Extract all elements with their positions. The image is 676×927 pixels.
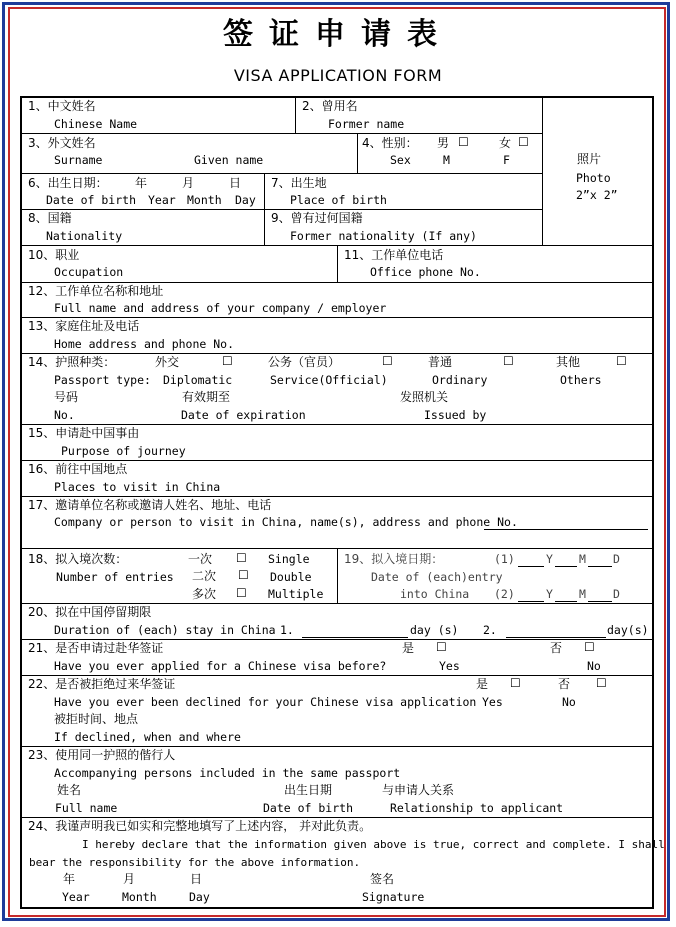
- sign-month-label: Month: [122, 890, 157, 904]
- duration-1-label: 1.: [280, 623, 294, 637]
- photo-label-zh: 照片: [577, 152, 602, 166]
- signature-label: Signature: [362, 890, 425, 904]
- companion-name-label: Full name: [55, 801, 118, 815]
- sign-day-label: Day: [189, 890, 210, 904]
- month-label: Month: [187, 193, 222, 207]
- row-divider: [21, 282, 653, 283]
- service-label-zh: 公务（官员）: [268, 355, 341, 369]
- entry-2-label: (2): [494, 587, 515, 601]
- month-label-zh: 月: [182, 176, 195, 190]
- row-divider: [21, 817, 653, 818]
- others-label: Others: [560, 373, 602, 387]
- entry-1-m: M: [579, 552, 586, 566]
- sign-month-label-zh: 月: [123, 872, 136, 886]
- field-8-label-en: Nationality: [46, 229, 123, 243]
- field-7-label-zh: 7、出生地: [271, 176, 327, 190]
- row-divider: [21, 460, 653, 461]
- col-divider: [264, 173, 265, 245]
- expiry-label-zh: 有效期至: [182, 390, 231, 404]
- others-checkbox[interactable]: ☐: [616, 354, 627, 368]
- sign-day-label-zh: 日: [190, 872, 203, 886]
- multiple-label-zh: 多次: [192, 587, 217, 601]
- field-12-label-zh: 12、工作单位名称和地址: [28, 284, 164, 298]
- field-23-label-zh: 23、使用同一护照的偕行人: [28, 748, 176, 762]
- entry-1-day-line[interactable]: [588, 566, 612, 567]
- row-divider: [21, 496, 653, 497]
- entry-1-y: Y: [546, 552, 553, 566]
- field-2-label-en: Former name: [328, 117, 405, 131]
- applied-yes-label: Yes: [439, 659, 460, 673]
- double-checkbox[interactable]: ☐: [238, 568, 249, 582]
- row-divider: [21, 209, 542, 210]
- sign-year-label-zh: 年: [63, 872, 76, 886]
- row-divider: [21, 424, 653, 425]
- companion-dob-label: Date of birth: [263, 801, 354, 815]
- declined-when-label: If declined, when and where: [54, 730, 241, 744]
- entry-1-d: D: [613, 552, 620, 566]
- signature-label-zh: 签名: [370, 872, 395, 886]
- declaration-line-1: I hereby declare that the information given above is true, correct and complete. I shall: [82, 838, 665, 851]
- row-divider: [21, 603, 653, 604]
- field-8-label-zh: 8、国籍: [28, 211, 72, 225]
- duration-2-line[interactable]: [506, 637, 606, 638]
- surname-label: Surname: [54, 153, 103, 167]
- field-15-label-en: Purpose of journey: [61, 444, 186, 458]
- field-9-label-zh: 9、曾有过何国籍: [271, 211, 363, 225]
- field-24-label-zh: 24、我谨声明我已如实和完整地填写了上述内容， 并对此负责。: [28, 819, 372, 833]
- field-13-label-zh: 13、家庭住址及电话: [28, 319, 140, 333]
- companion-dob-label-zh: 出生日期: [284, 783, 333, 797]
- entry-2-day-line[interactable]: [588, 601, 612, 602]
- col-divider: [295, 97, 296, 133]
- field-22-label-zh: 22、是否被拒绝过来华签证: [28, 677, 176, 691]
- duration-2-label: 2.: [483, 623, 497, 637]
- field-2-label-zh: 2、曾用名: [302, 99, 358, 113]
- field-21-label-en: Have you ever applied for a Chinese visa before?: [54, 659, 387, 673]
- applied-no-label-zh: 否: [550, 641, 563, 655]
- field-23-label-en: Accompanying persons included in the same passport: [54, 766, 401, 780]
- field-21-label-zh: 21、是否申请过赴华签证: [28, 641, 164, 655]
- issued-label: Issued by: [424, 408, 487, 422]
- entry-2-year-line[interactable]: [518, 601, 544, 602]
- entry-1-label: (1): [494, 552, 515, 566]
- applied-yes-checkbox[interactable]: ☐: [436, 640, 447, 654]
- single-label: Single: [268, 552, 310, 566]
- diplomatic-checkbox[interactable]: ☐: [222, 354, 233, 368]
- field-18-label-zh: 18、拟入境次数：: [28, 552, 128, 566]
- declined-no-label-zh: 否: [558, 677, 571, 691]
- field-1-label-en: Chinese Name: [54, 117, 138, 131]
- day-label-zh: 日: [229, 176, 242, 190]
- applied-no-label: No: [587, 659, 601, 673]
- photo-size: 2”x 2”: [576, 188, 618, 202]
- service-checkbox[interactable]: ☐: [382, 354, 393, 368]
- field-22-label-en: Have you ever been declined for your Chinese visa application: [54, 695, 477, 709]
- entry-2-y: Y: [546, 587, 553, 601]
- col-divider: [337, 245, 338, 282]
- entries-label: Number of entries: [56, 570, 174, 584]
- field-1-label-zh: 1、中文姓名: [28, 99, 96, 113]
- others-label-zh: 其他: [556, 355, 581, 369]
- day-label: Day: [235, 193, 256, 207]
- companion-rel-label-zh: 与申请人关系: [382, 783, 455, 797]
- entry-date-label-2: into China: [400, 587, 470, 601]
- field-16-label-zh: 16、前往中国地点: [28, 462, 128, 476]
- row-divider: [21, 353, 653, 354]
- field-6-label-zh: 6、出生日期：: [28, 176, 108, 190]
- diplomatic-label-zh: 外交: [155, 355, 180, 369]
- companion-rel-label: Relationship to applicant: [390, 801, 564, 815]
- photo-divider: [542, 97, 543, 245]
- issued-label-zh: 发照机关: [400, 390, 449, 404]
- sex-label: Sex: [390, 153, 411, 167]
- expiry-label: Date of expiration: [181, 408, 306, 422]
- duration-2-unit: day(s): [607, 623, 649, 637]
- companion-name-label-zh: 姓名: [57, 783, 82, 797]
- field-15-label-zh: 15、申请赴中国事由: [28, 426, 140, 440]
- duration-1-line[interactable]: [302, 637, 408, 638]
- row-divider: [21, 317, 653, 318]
- field-11-label-en: Office phone No.: [370, 265, 481, 279]
- double-label: Double: [270, 570, 312, 584]
- col-divider: [337, 548, 338, 603]
- field-20-label-en: Duration of (each) stay in China: [54, 623, 276, 637]
- service-label: Service(Official): [270, 373, 388, 387]
- sex-m-label: M: [443, 153, 450, 167]
- passport-no-label: No.: [54, 408, 75, 422]
- given-name-label: Given name: [194, 153, 264, 167]
- female-checkbox[interactable]: ☐: [518, 135, 529, 149]
- declined-yes-checkbox[interactable]: ☐: [510, 676, 521, 690]
- field-11-label-zh: 11、工作单位电话: [344, 248, 444, 262]
- field-17-label-en: Company or person to visit in China, name(s), address and phone No.: [54, 515, 518, 529]
- multiple-label: Multiple: [268, 587, 324, 601]
- single-checkbox[interactable]: ☐: [236, 551, 247, 565]
- dob-label-en: Date of birth: [46, 193, 137, 207]
- male-checkbox[interactable]: ☐: [458, 135, 469, 149]
- row-divider: [21, 133, 542, 134]
- ordinary-checkbox[interactable]: ☐: [503, 354, 514, 368]
- form-title-english: VISA APPLICATION FORM: [233, 66, 443, 85]
- entry-date-label-1: Date of (each)entry: [371, 570, 503, 584]
- form-title-chinese: 签证申请表: [223, 17, 453, 52]
- field-9-label-en: Former nationality (If any): [290, 229, 477, 243]
- field-12-label-en: Full name and address of your company / employer: [54, 301, 387, 315]
- field-3-label-zh: 3、外文姓名: [28, 136, 96, 150]
- declined-yes-label-zh: 是: [476, 677, 489, 691]
- field-19-label-zh: 19、拟入境日期：: [344, 552, 444, 566]
- field-13-label-en: Home address and phone No.: [54, 337, 235, 351]
- ordinary-label-zh: 普通: [428, 355, 453, 369]
- field-7-label-en: Place of birth: [290, 193, 387, 207]
- declaration-line-2: bear the responsibility for the above information.: [29, 856, 361, 869]
- entry-1-year-line[interactable]: [518, 566, 544, 567]
- passport-type-label: Passport type:: [54, 373, 151, 387]
- field-14-label-zh: 14、护照种类：: [28, 355, 116, 369]
- field-17-label-zh: 17、邀请单位名称或邀请人姓名、地址、电话: [28, 498, 272, 512]
- entry-2-d: D: [613, 587, 620, 601]
- single-label-zh: 一次: [188, 552, 213, 566]
- diplomatic-label: Diplomatic: [163, 373, 233, 387]
- inviter-input-line[interactable]: [484, 529, 648, 530]
- applied-yes-label-zh: 是: [402, 641, 415, 655]
- passport-no-label-zh: 号码: [54, 390, 79, 404]
- field-20-label-zh: 20、拟在中国停留期限: [28, 605, 152, 619]
- declined-yes-label: Yes: [482, 695, 503, 709]
- photo-label-en: Photo: [576, 171, 611, 185]
- applied-no-checkbox[interactable]: ☐: [584, 640, 595, 654]
- row-divider: [21, 173, 542, 174]
- entry-2-m: M: [579, 587, 586, 601]
- field-16-label-en: Places to visit in China: [54, 480, 221, 494]
- row-divider: [21, 746, 653, 747]
- multiple-checkbox[interactable]: ☐: [236, 586, 247, 600]
- ordinary-label: Ordinary: [432, 373, 488, 387]
- entry-1-month-line[interactable]: [555, 566, 577, 567]
- field-10-label-en: Occupation: [54, 265, 124, 279]
- field-4-label-zh: 4、性别：: [362, 136, 418, 150]
- year-label-zh: 年: [135, 176, 148, 190]
- sign-year-label: Year: [62, 890, 90, 904]
- male-label-zh: 男: [437, 136, 450, 150]
- sex-f-label: F: [503, 153, 510, 167]
- declined-when-label-zh: 被拒时间、地点: [54, 712, 139, 726]
- row-divider: [21, 639, 653, 640]
- col-divider: [357, 133, 358, 173]
- row-divider: [21, 675, 653, 676]
- double-label-zh: 二次: [192, 569, 217, 583]
- female-label-zh: 女: [499, 136, 512, 150]
- entry-2-month-line[interactable]: [555, 601, 577, 602]
- duration-1-unit: day (s): [410, 623, 459, 637]
- field-10-label-zh: 10、职业: [28, 248, 80, 262]
- declined-no-checkbox[interactable]: ☐: [596, 676, 607, 690]
- declined-no-label: No: [562, 695, 576, 709]
- year-label: Year: [148, 193, 176, 207]
